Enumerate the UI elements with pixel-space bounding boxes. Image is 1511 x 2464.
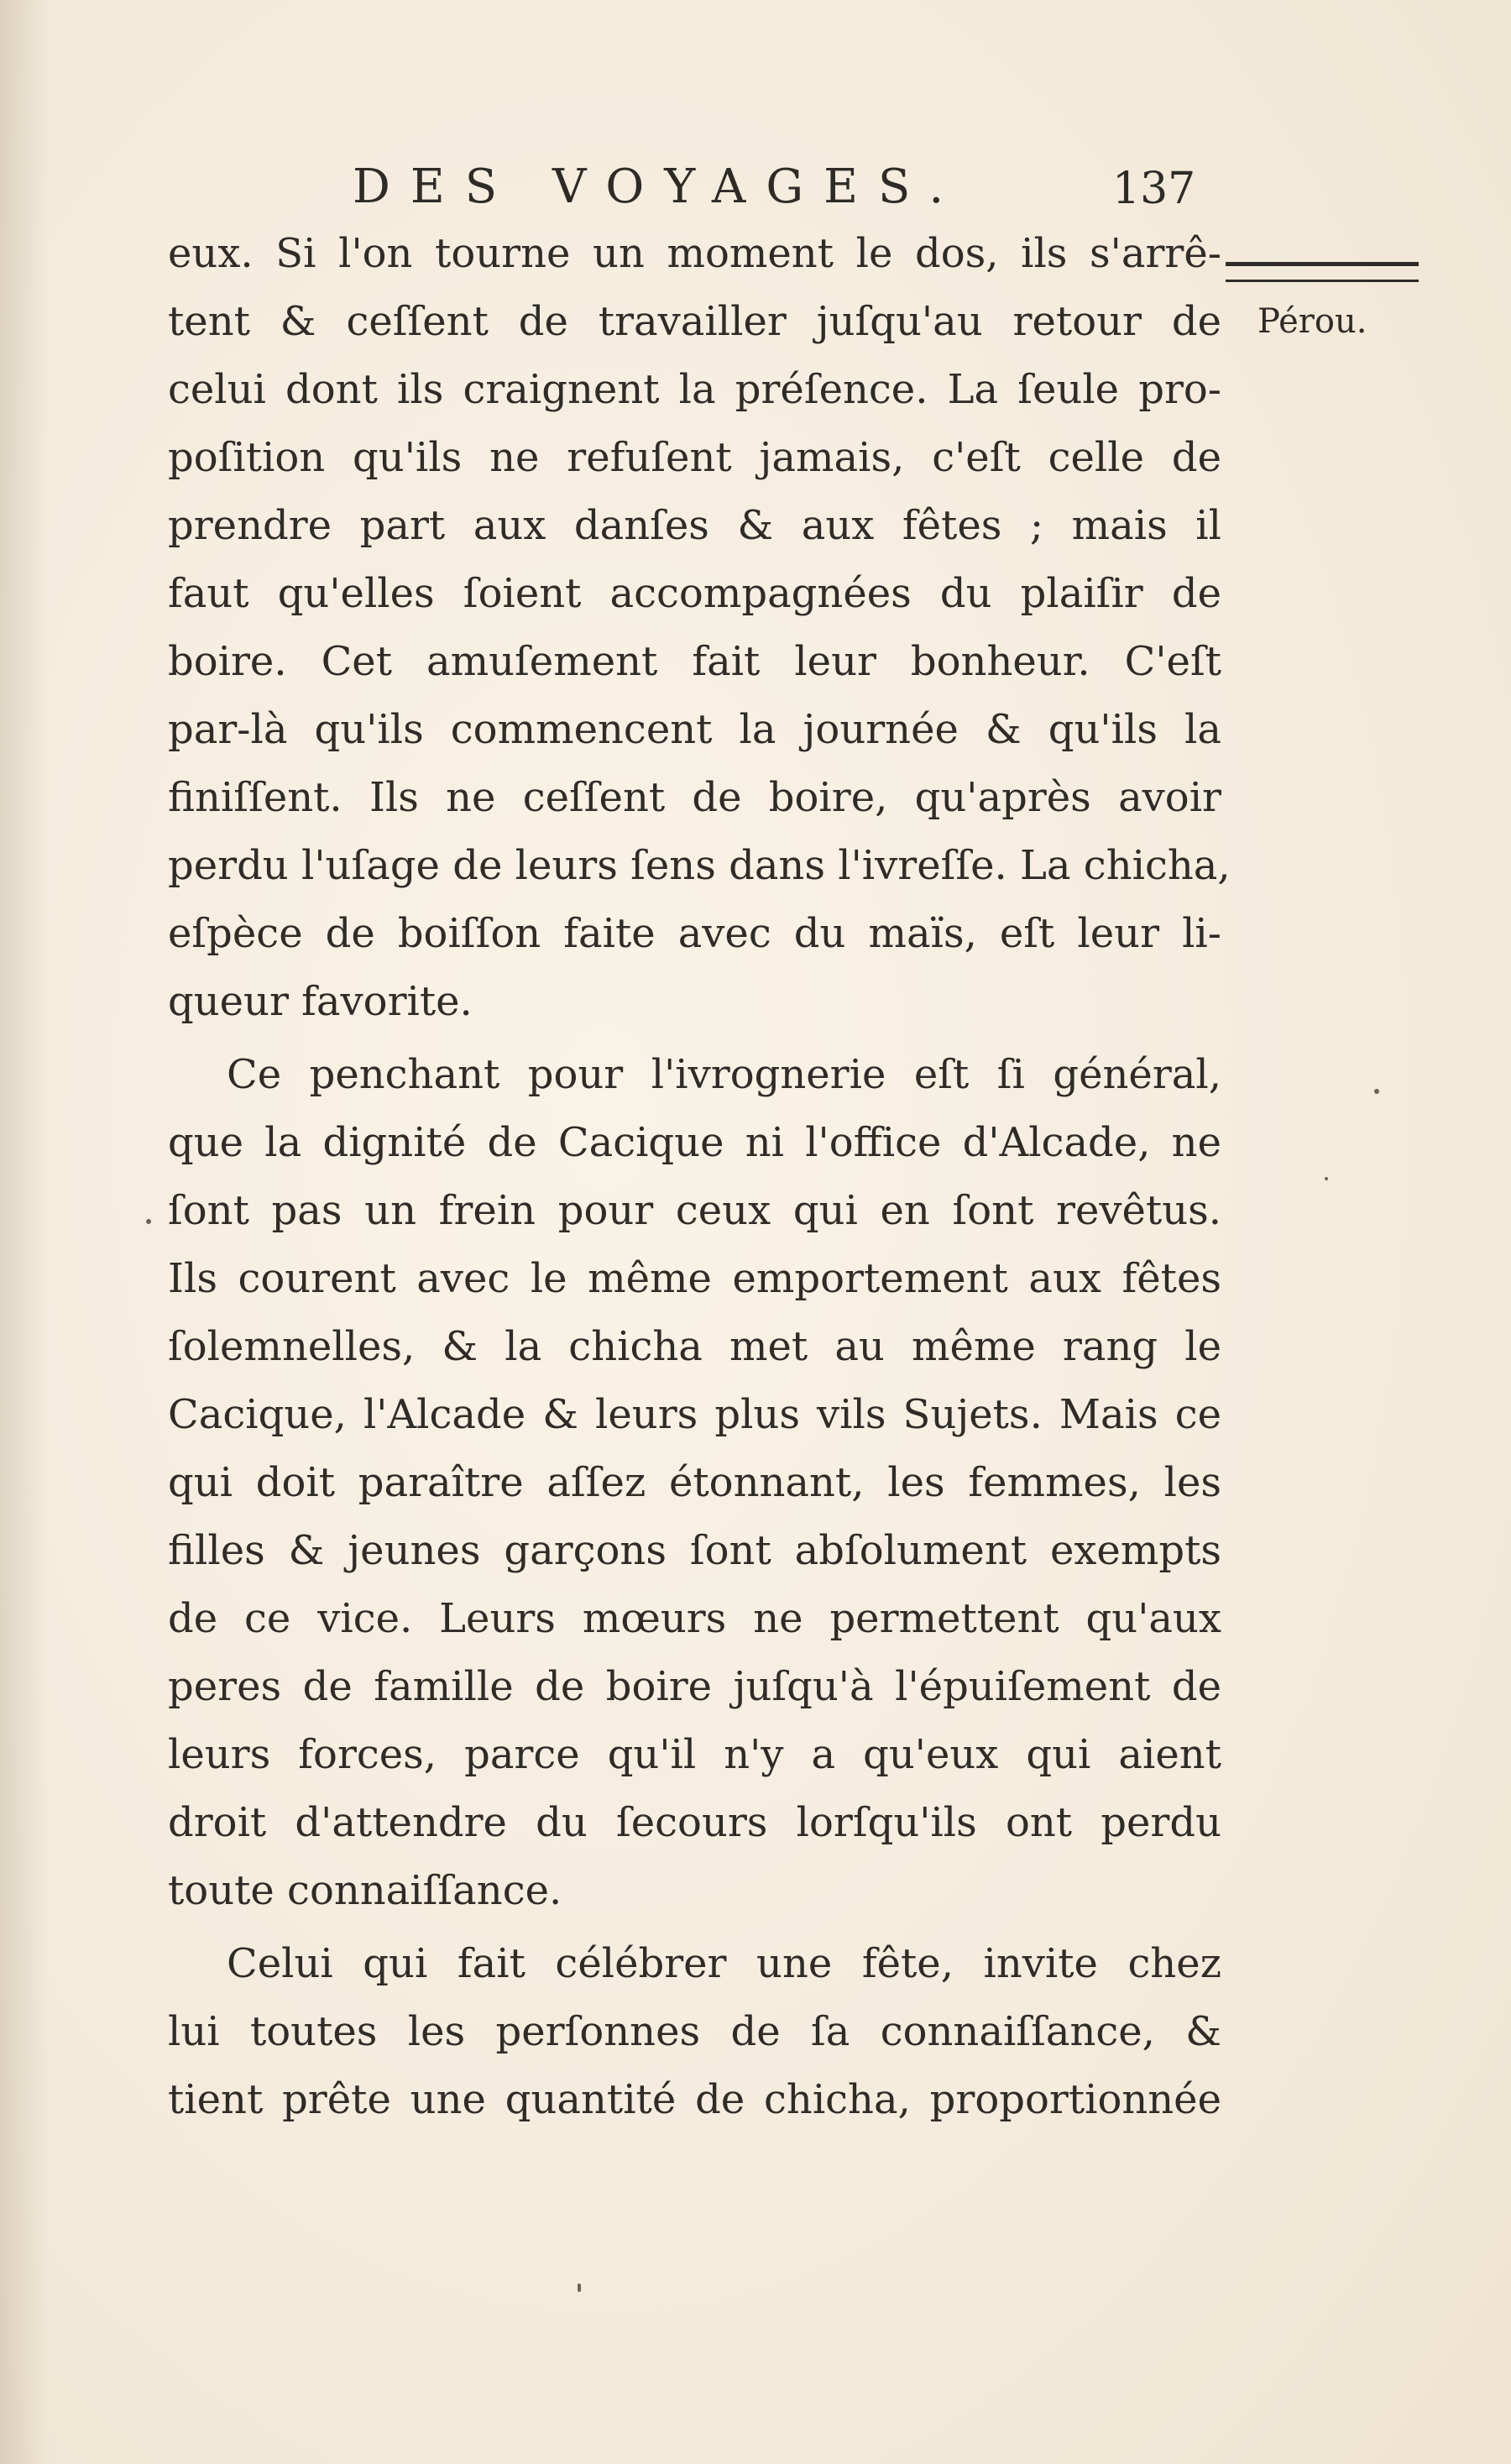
text-line: tient prête une quantité de chicha, proportionnée [168,2076,1221,2123]
margin-note: Pérou. [1257,302,1367,341]
text-line: perdu l'uſage de leurs ſens dans l'ivreſſe. La chicha, [168,842,1231,889]
text-line: Ils courent avec le même emportement aux fêtes [168,1255,1221,1302]
text-line: filles & jeunes garçons ſont abſolument exempts [168,1527,1221,1574]
margin-rule [1226,262,1419,282]
text-line: leurs forces, parce qu'il n'y a qu'eux qui aient [168,1731,1221,1778]
text-line: Ce penchant pour l'ivrognerie eſt ſi général, [227,1051,1221,1098]
text-line: tent & ceſſent de travailler juſqu'au retour de [168,298,1221,345]
paper-speck [1374,1089,1379,1094]
text-line: Celui qui fait célébrer une fête, invite chez [227,1940,1221,1987]
text-line: peres de famille de boire juſqu'à l'épuiſement de [168,1663,1221,1710]
paper-speck [578,2284,581,2292]
text-line: poſition qu'ils ne refuſent jamais, c'eſt celle de [168,434,1221,481]
body-text [168,220,1231,2134]
text-line: finiſſent. Ils ne ceſſent de boire, qu'après avoir [168,774,1221,821]
text-line: eſpèce de boiſſon faite avec du maïs, eſt leur li- [168,910,1221,957]
text-line: celui dont ils craignent la préſence. La ſeule pro- [168,366,1221,413]
page-number: 137 [1112,164,1196,214]
text-line: queur favorite. [168,978,473,1025]
page-spine-shadow [0,0,50,2464]
text-line: ſont pas un frein pour ceux qui en ſont revêtus. [168,1187,1221,1234]
text-line: faut qu'elles ſoient accompagnées du plaiſir de [168,570,1221,617]
text-line: droit d'attendre du ſecours lorſqu'ils ont perdu [168,1799,1221,1846]
text-line: toute connaiſſance. [168,1867,562,1914]
paper-speck [146,1219,151,1224]
running-title: DES VOYAGES. [353,160,965,214]
text-line: par-là qu'ils commencent la journée & qu'ils la [168,706,1221,753]
text-line: ſolemnelles, & la chicha met au même rang le [168,1323,1221,1370]
text-line: eux. Si l'on tourne un moment le dos, ils s'arrê- [168,230,1221,277]
text-line: Cacique, l'Alcade & leurs plus vils Sujets. Mais ce [168,1391,1221,1438]
text-line: lui toutes les perſonnes de ſa connaiſſance, & [168,2008,1221,2055]
text-line: qui doit paraître aſſez étonnant, les femmes, les [168,1459,1221,1506]
text-line: de ce vice. Leurs mœurs ne permettent qu'aux [168,1595,1221,1642]
text-line: prendre part aux danſes & aux fêtes ; mais il [168,502,1221,549]
paper-speck [1325,1177,1328,1180]
text-line: que la dignité de Cacique ni l'office d'Alcade, ne [168,1119,1221,1166]
text-line: boire. Cet amuſement fait leur bonheur. C'eſt [168,638,1221,685]
